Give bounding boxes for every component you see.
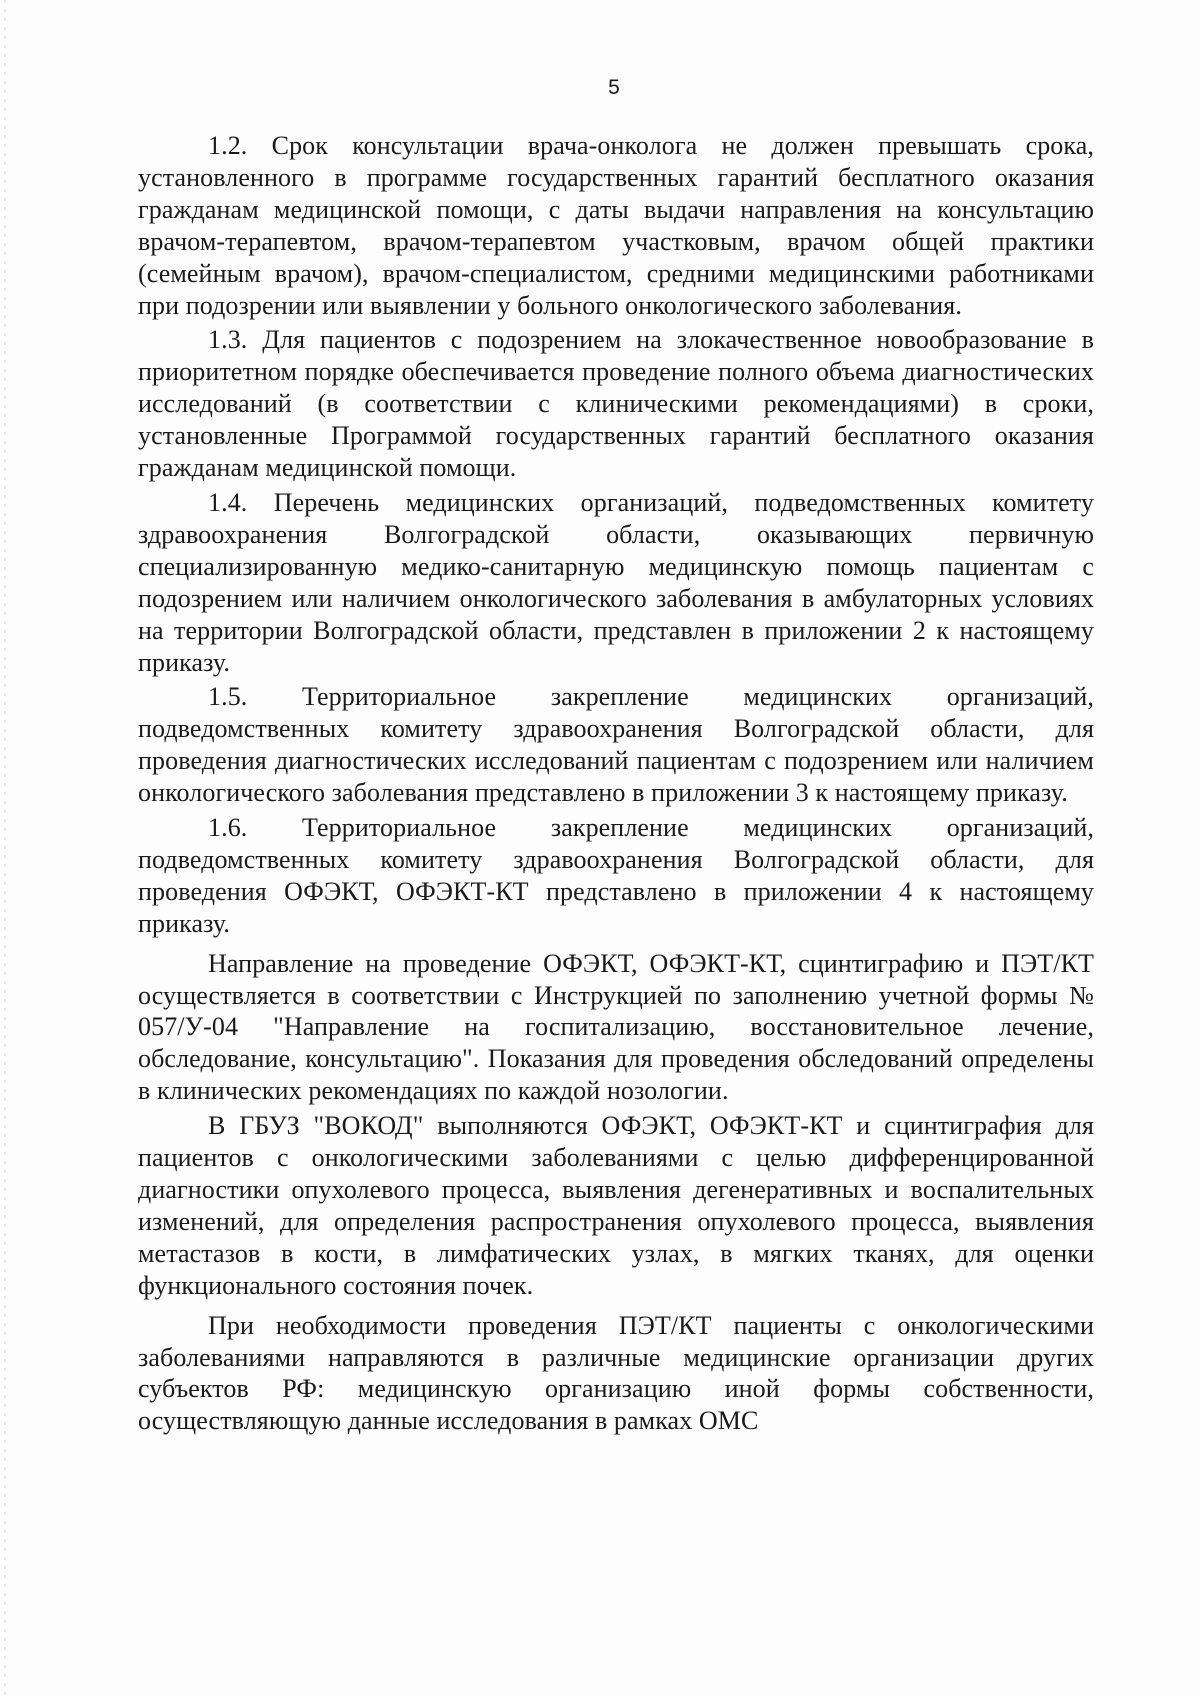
paragraph-1-4: 1.4. Перечень медицинских организаций, подведомственных комитету здравоохранения Волгоградской области, оказывающих первичную специализированную медико-санитарную медицинскую помощь пациентам с подозрением или наличием онкологического заболевания в амбулаторных условиях на территории Волгоградской области, представлен в приложении 2 к настоящему приказу.: [138, 487, 1094, 677]
document-body: [138, 130, 1094, 1437]
paragraph-vokod: В ГБУЗ "ВОКОД" выполняются ОФЭКТ, ОФЭКТ-КТ и сцинтиграфия для пациентов с онкологическими заболеваниями с целью дифференцированной диагностики опухолевого процесса, выявления дегенеративных и воспалительных изменений, для определения распространения опухолевого процесса, выявления метастазов в кости, в лимфатических узлах, в мягких тканях, для оценки функционального состояния почек.: [138, 1111, 1094, 1300]
paragraph-1-3: 1.3. Для пациентов с подозрением на злокачественное новообразование в приоритетном порядке обеспечивается проведение полного объема диагностических исследований (в соответствии с клиническими рекомендациями) в сроки, установленные Программой государственных гарантий бесплатного оказания гражданам медицинской помощи.: [138, 325, 1094, 483]
paragraph-pet-ct: При необходимости проведения ПЭТ/КТ пациенты с онкологическими заболеваниями направляются в различные медицинские организации других субъектов РФ: медицинскую организацию иной формы собственности, осуществляющую данные исследования в рамках ОМС: [138, 1310, 1094, 1436]
paragraph-1-6: 1.6. Территориальное закрепление медицинских организаций, подведомственных комитету здравоохранения Волгоградской области, для проведения ОФЭКТ, ОФЭКТ-КТ представлено в приложении 4 к настоящему приказу.: [138, 813, 1094, 938]
paragraph-1-5: 1.5. Территориальное закрепление медицинских организаций, подведомственных комитету здравоохранения Волгоградской области, для проведения диагностических исследований пациентам с подозрением или наличием онкологического заболевания представлено в приложении 3 к настоящему приказу.: [138, 682, 1094, 808]
paragraph-referral: Направление на проведение ОФЭКТ, ОФЭКТ-КТ, сцинтиграфию и ПЭТ/КТ осуществляется в соответствии с Инструкцией по заполнению учетной формы № 057/У-04 "Направление на госпитализацию, восстановительное лечение, обследование, консультацию". Показания для проведения обследований определены в клинических рекомендациях по каждой нозологии.: [138, 948, 1094, 1106]
scan-edge-mark: [4, 0, 6, 1696]
paragraph-1-2: 1.2. Срок консультации врача-онколога не должен превышать срока, установленного в программе государственных гарантий бесплатного оказания гражданам медицинской помощи, с даты выдачи направления на консультацию врачом-терапевтом, врачом-терапевтом участковым, врачом общей практики (семейным врачом), врачом-специалистом, средними медицинскими работниками при подозрении или выявлении у больного онкологического заболевания.: [138, 131, 1094, 320]
page-number: 5: [608, 76, 620, 99]
